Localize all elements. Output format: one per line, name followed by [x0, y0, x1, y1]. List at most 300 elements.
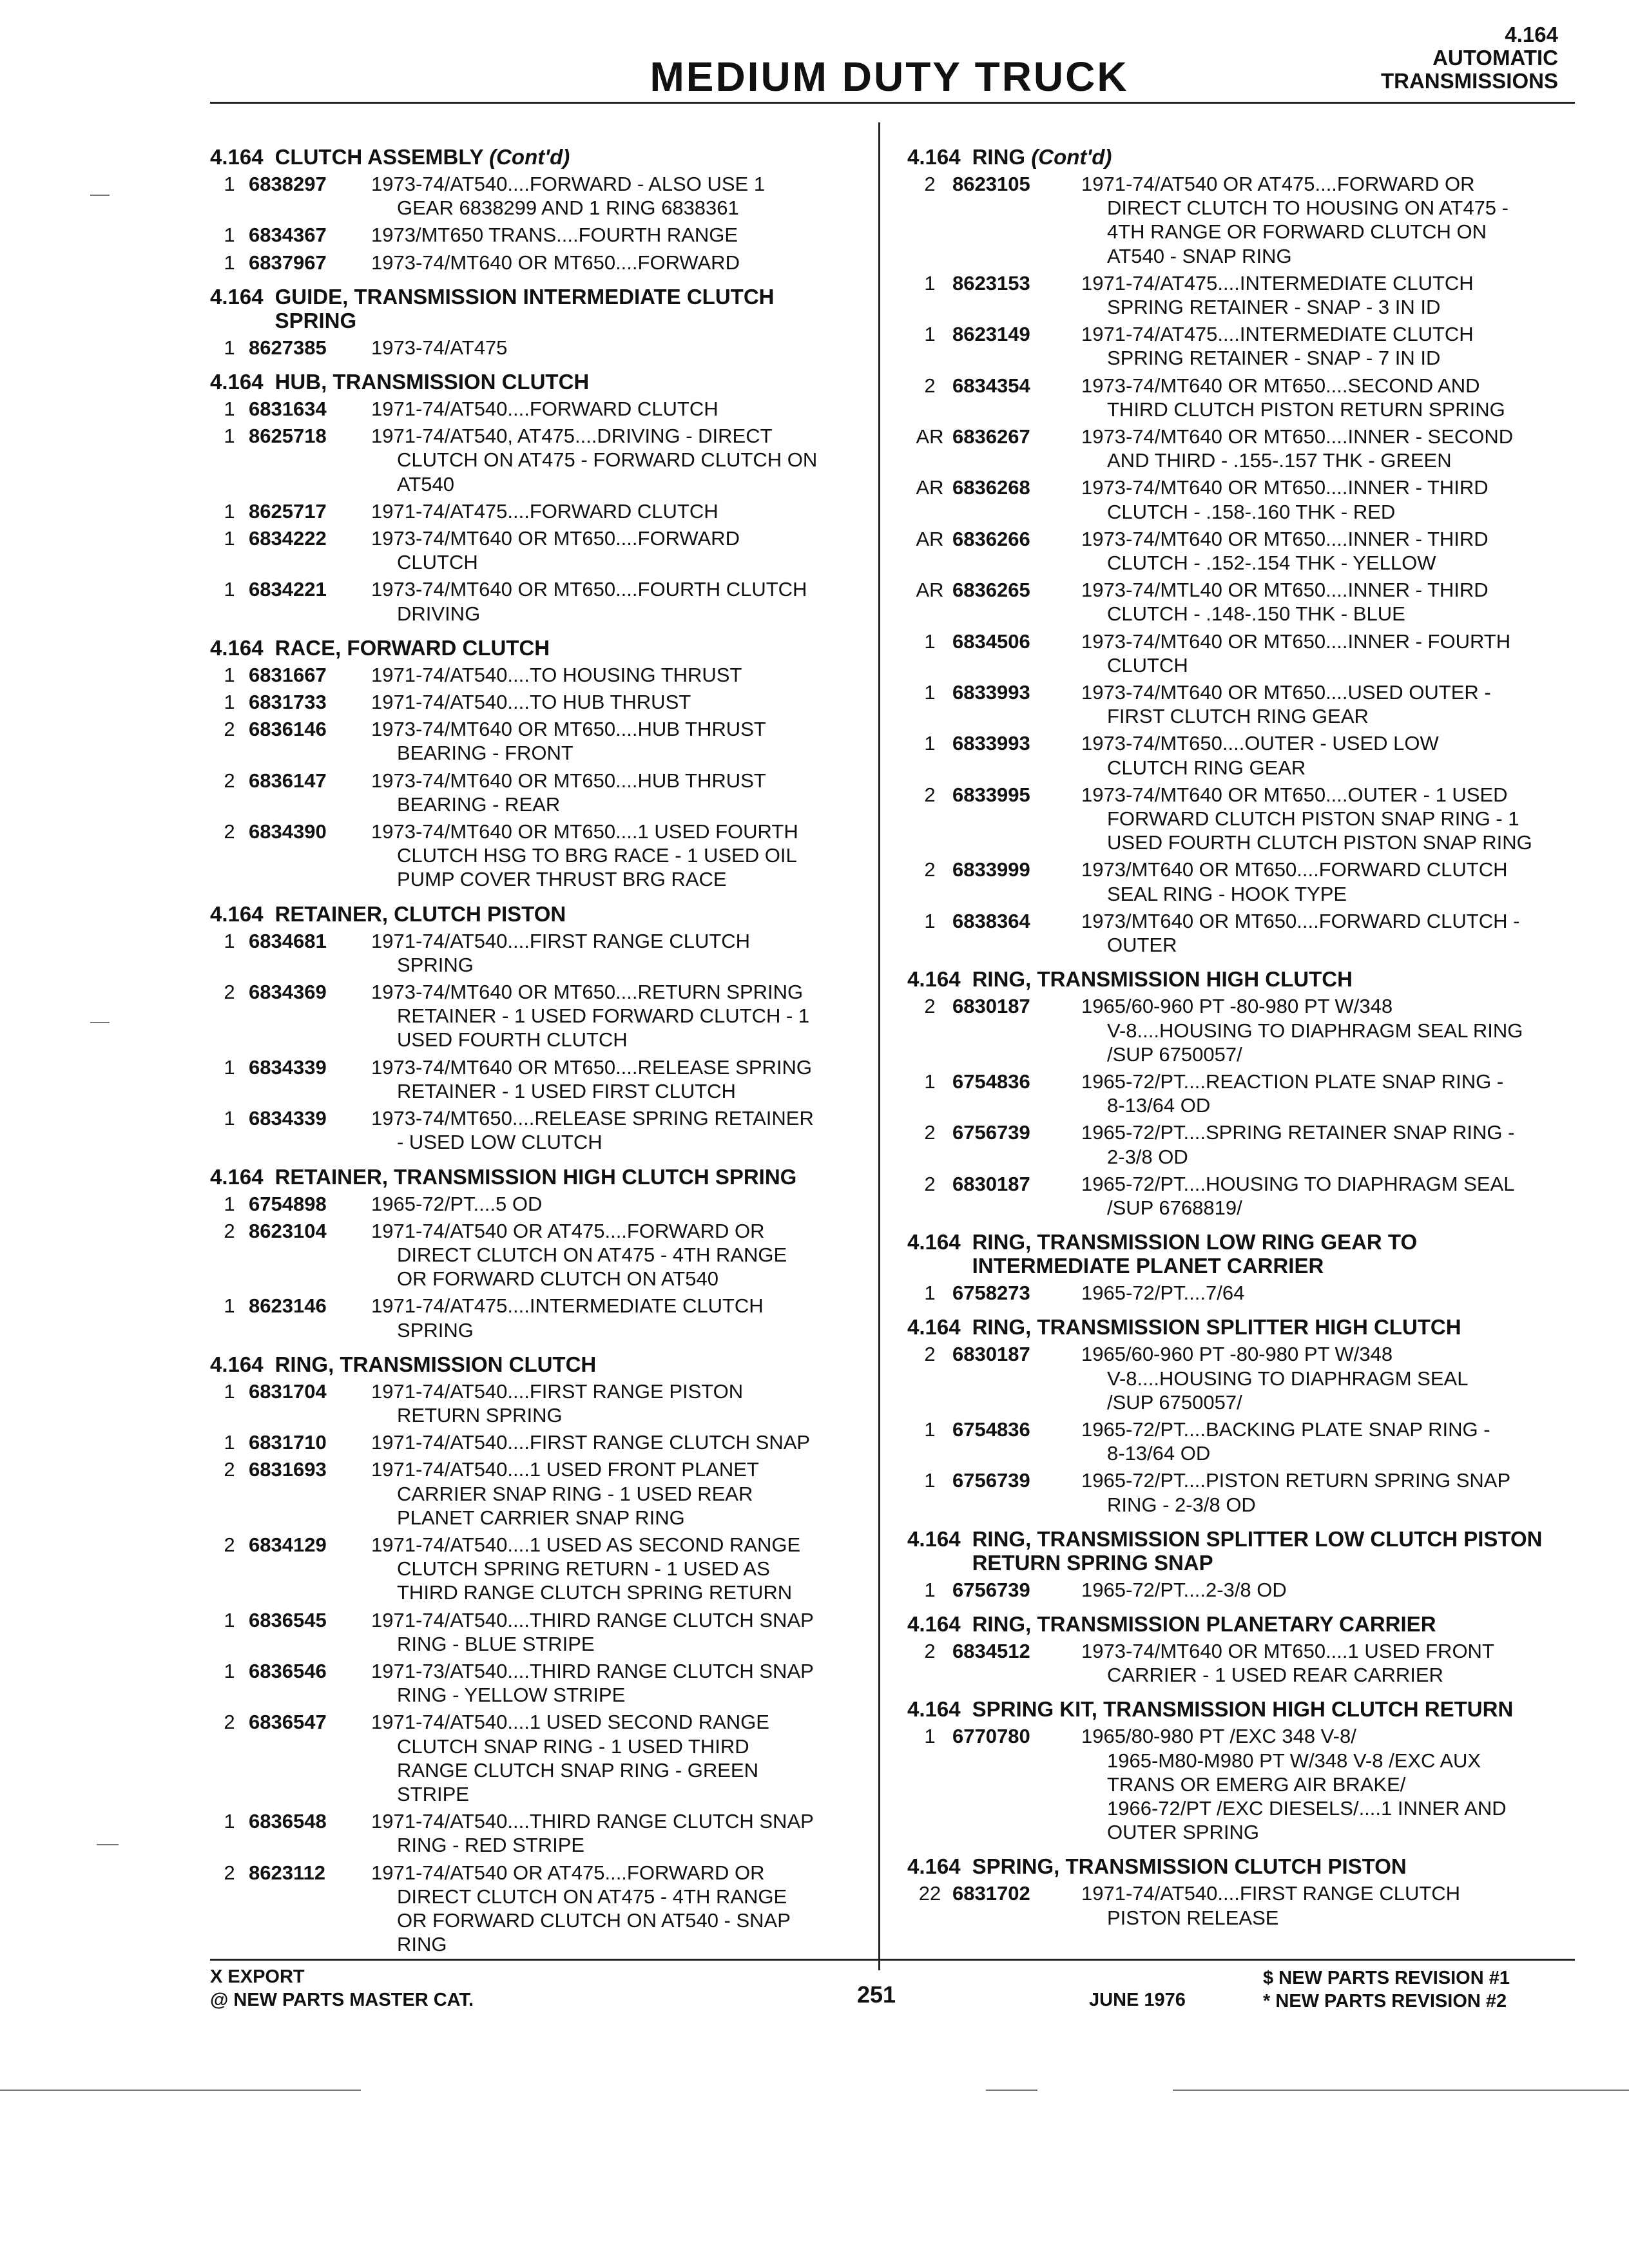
part-description	[1081, 1070, 1565, 1117]
section-heading	[907, 1527, 1565, 1575]
description-line: 1973-74/MT640 OR MT650....SECOND AND	[1081, 374, 1480, 397]
part-entry	[907, 994, 1565, 1066]
section-heading	[210, 145, 854, 169]
section-number: 4.164	[1505, 23, 1558, 46]
part-entry	[907, 1639, 1565, 1687]
part-entry	[210, 820, 854, 892]
part-quantity: 1	[224, 1608, 235, 1631]
part-quantity: 1	[224, 224, 235, 247]
part-entry	[907, 1468, 1565, 1516]
description-line: 1971-74/AT540....TO HUB THRUST	[371, 691, 691, 714]
description-line: 1973-74/MT640 OR MT650....HUB THRUST	[371, 718, 766, 741]
part-description	[1081, 374, 1565, 421]
part-quantity: 1	[924, 1282, 936, 1305]
part-description	[1081, 909, 1565, 957]
part-description	[371, 1379, 854, 1427]
page-title: MEDIUM DUTY TRUCK	[650, 53, 1129, 100]
part-number: 6754898	[249, 1192, 327, 1215]
catalog-section	[210, 285, 854, 360]
part-quantity: AR	[916, 476, 944, 499]
description-line: 1965/60-960 PT -80-980 PT W/348	[1081, 995, 1393, 1018]
part-quantity: 1	[924, 732, 936, 755]
description-continuation: USED FOURTH CLUTCH	[397, 1028, 628, 1052]
description-line: 1965-72/PT....HOUSING TO DIAPHRAGM SEAL	[1081, 1172, 1515, 1195]
revision-2-note: * NEW PARTS REVISION #2	[1263, 1991, 1507, 2012]
part-number: 6834129	[249, 1533, 327, 1556]
part-entry	[210, 663, 854, 687]
part-quantity: 1	[224, 1107, 235, 1130]
section-title	[972, 1527, 1565, 1575]
page-number: 251	[857, 1981, 896, 2008]
part-quantity: 1	[924, 1469, 936, 1492]
part-quantity: 2	[224, 981, 235, 1004]
part-number: 6831667	[249, 663, 327, 686]
part-number: 6831634	[249, 398, 327, 421]
part-description	[371, 1219, 854, 1291]
description-line: 1965-72/PT....SPRING RETAINER SNAP RING -	[1081, 1121, 1515, 1144]
description-continuation: BEARING - FRONT	[397, 742, 574, 765]
part-number: 6834512	[952, 1639, 1030, 1662]
description-line: 1973-74/MTL40 OR MT650....INNER - THIRD	[1081, 579, 1489, 602]
description-continuation: DIRECT CLUTCH ON AT475 - 4TH RANGE	[397, 1243, 787, 1266]
part-entry	[210, 424, 854, 496]
part-number: 6756739	[952, 1121, 1030, 1144]
part-description	[371, 1861, 854, 1957]
description-line: 1973-74/MT640 OR MT650....FORWARD	[371, 527, 740, 550]
part-quantity: 2	[924, 1343, 936, 1366]
description-line: 1973-74/MT640 OR MT650....INNER - THIRD	[1081, 476, 1489, 499]
part-quantity: 1	[224, 398, 235, 421]
part-description	[1081, 322, 1565, 370]
part-number: 6831693	[249, 1458, 327, 1481]
description-continuation: CLUTCH RING GEAR	[1107, 756, 1306, 779]
part-number: 6834390	[249, 820, 327, 843]
description-continuation: OUTER SPRING	[1107, 1821, 1259, 1844]
description-continuation: - USED LOW CLUTCH	[397, 1131, 602, 1154]
part-number: 8623112	[249, 1861, 325, 1884]
part-description	[371, 172, 854, 220]
part-number: 8623153	[952, 271, 1030, 294]
part-description	[371, 1055, 854, 1103]
section-title-text: RING, TRANSMISSION PLANETARY CARRIER	[972, 1611, 1436, 1636]
description-continuation: CLUTCH - .158-.160 THK - RED	[1107, 500, 1396, 523]
part-quantity: 1	[924, 1418, 936, 1441]
part-quantity: 2	[224, 1458, 235, 1481]
part-entry	[907, 731, 1565, 779]
description-continuation: USED FOURTH CLUTCH PISTON SNAP RING	[1107, 831, 1532, 854]
part-entry	[907, 1281, 1565, 1305]
part-entry	[210, 1055, 854, 1103]
section-title-text: SPRING, TRANSMISSION CLUTCH PISTON	[972, 1854, 1407, 1879]
description-continuation: STRIPE	[397, 1782, 469, 1805]
section-number: 4.164	[907, 1854, 961, 1879]
section-heading	[907, 967, 1565, 991]
part-description	[371, 690, 854, 714]
catalog-section	[210, 1352, 854, 1957]
part-entry	[210, 251, 854, 274]
part-number: 6833995	[952, 783, 1030, 806]
section-heading	[907, 1612, 1565, 1636]
description-line: 1973-74/AT475	[371, 336, 508, 359]
description-line: 1971-74/AT475....FORWARD CLUTCH	[371, 499, 718, 523]
description-line: 1971-74/AT540....1 USED AS SECOND RANGE	[371, 1533, 801, 1556]
section-title	[972, 1854, 1565, 1878]
part-entry	[907, 858, 1565, 905]
part-entry	[210, 1379, 854, 1427]
section-number: 4.164	[907, 1611, 961, 1636]
description-continuation: 1966-72/PT /EXC DIESELS/....1 INNER AND	[1107, 1796, 1507, 1820]
part-number: 6831733	[249, 691, 327, 714]
description-continuation: FORWARD CLUTCH PISTON SNAP RING - 1	[1107, 807, 1519, 831]
description-line: 1965/60-960 PT -80-980 PT W/348	[1081, 1343, 1393, 1366]
section-heading	[210, 1165, 854, 1189]
section-line-2: TRANSMISSIONS	[1380, 69, 1558, 93]
description-continuation: AT540	[397, 472, 455, 495]
description-continuation: THIRD RANGE CLUTCH SPRING RETURN	[397, 1581, 793, 1604]
part-number: 6834221	[249, 578, 327, 601]
part-description	[1081, 271, 1565, 319]
part-description	[371, 526, 854, 574]
description-line: 1965-72/PT....2-3/8 OD	[1081, 1578, 1287, 1601]
part-quantity: AR	[916, 425, 944, 448]
part-description	[371, 1192, 854, 1216]
part-entry	[907, 271, 1565, 319]
catalog-section	[210, 145, 854, 274]
part-entry	[210, 1861, 854, 1957]
description-line: 1973-74/MT640 OR MT650....FORWARD	[371, 251, 740, 274]
description-continuation: DRIVING	[397, 602, 481, 625]
section-title-text: CLUTCH ASSEMBLY	[275, 145, 483, 169]
part-entry	[210, 577, 854, 625]
right-column	[907, 145, 1565, 1940]
description-continuation: CLUTCH	[397, 551, 478, 574]
part-entry	[210, 690, 854, 714]
description-continuation: SPRING	[397, 953, 474, 976]
part-entry	[907, 1070, 1565, 1117]
part-number: 6834222	[249, 527, 327, 550]
part-quantity: 2	[924, 374, 936, 397]
section-title-text: RING, TRANSMISSION SPLITTER HIGH CLUTCH	[972, 1315, 1461, 1340]
description-continuation: SEAL RING - HOOK TYPE	[1107, 882, 1347, 905]
description-line: 1965-72/PT....7/64	[1081, 1282, 1245, 1305]
part-description	[1081, 1881, 1565, 1929]
description-line: 1973-74/MT640 OR MT650....OUTER - 1 USED	[1081, 783, 1508, 806]
part-entry	[210, 499, 854, 523]
part-number: 6830187	[952, 1172, 1030, 1195]
part-entry	[210, 1430, 854, 1454]
part-number: 6831710	[249, 1431, 327, 1454]
part-quantity: 1	[224, 1431, 235, 1454]
description-line: 1973/MT650 TRANS....FOURTH RANGE	[371, 224, 738, 247]
part-number: 6836146	[249, 718, 327, 741]
scan-mark	[0, 2090, 361, 2091]
part-description	[1081, 680, 1565, 728]
part-description	[371, 929, 854, 977]
description-continuation: 4TH RANGE OR FORWARD CLUTCH ON	[1107, 220, 1487, 244]
part-number: 6834506	[952, 629, 1030, 653]
section-title-text: RING, TRANSMISSION HIGH CLUTCH	[972, 967, 1353, 992]
part-quantity: 2	[224, 1533, 235, 1556]
description-line: 1971-74/AT540 OR AT475....FORWARD OR	[1081, 173, 1475, 195]
part-entry	[907, 374, 1565, 421]
description-line: 1973-74/MT650....OUTER - USED LOW	[1081, 732, 1439, 755]
part-entry	[210, 397, 854, 421]
part-entry	[907, 1172, 1565, 1220]
description-continuation: BEARING - REAR	[397, 793, 561, 816]
part-quantity: 2	[924, 858, 936, 881]
part-number: 8625717	[249, 499, 327, 523]
description-continuation: CLUTCH SNAP RING - 1 USED THIRD	[397, 1735, 749, 1758]
section-title-text: RETAINER, CLUTCH PISTON	[275, 901, 566, 926]
description-continuation: PLANET CARRIER SNAP RING	[397, 1506, 685, 1529]
description-line: 1971-74/AT475....INTERMEDIATE CLUTCH	[1081, 323, 1474, 346]
part-number: 6836267	[952, 425, 1030, 448]
description-continuation: SPRING RETAINER - SNAP - 7 IN ID	[1107, 347, 1441, 370]
description-line: 1965-72/PT....PISTON RETURN SPRING SNAP	[1081, 1469, 1511, 1492]
part-entry	[210, 1457, 854, 1530]
part-entry	[210, 1710, 854, 1806]
description-continuation: CLUTCH	[1107, 653, 1188, 677]
section-number: 4.164	[907, 967, 961, 992]
description-continuation: RETURN SPRING	[397, 1403, 563, 1427]
part-quantity: 1	[224, 1379, 235, 1403]
part-description	[371, 820, 854, 892]
part-description	[371, 1294, 854, 1341]
section-heading	[210, 636, 854, 660]
part-description	[1081, 425, 1565, 472]
part-number: 6770780	[952, 1725, 1030, 1748]
part-entry	[210, 1192, 854, 1216]
part-entry	[210, 1106, 854, 1154]
part-description	[1081, 994, 1565, 1066]
description-continuation: RING	[397, 1933, 447, 1956]
part-description	[1081, 172, 1565, 268]
section-number: 4.164	[210, 284, 264, 309]
description-line: 1965-72/PT....5 OD	[371, 1192, 543, 1215]
part-quantity: 1	[924, 271, 936, 294]
part-description	[371, 499, 854, 523]
part-number: 6833993	[952, 732, 1030, 755]
part-quantity: 1	[924, 1070, 936, 1093]
part-description	[371, 397, 854, 421]
section-heading	[210, 370, 854, 394]
description-continuation: RING - 2-3/8 OD	[1107, 1493, 1256, 1516]
part-number: 6754836	[952, 1070, 1030, 1093]
section-title	[275, 1165, 854, 1189]
part-quantity: 1	[924, 1725, 936, 1748]
section-number: 4.164	[210, 1164, 264, 1189]
description-continuation: CLUTCH ON AT475 - FORWARD CLUTCH ON	[397, 448, 818, 472]
part-quantity: 1	[224, 251, 235, 274]
section-title	[275, 285, 854, 332]
part-quantity: 2	[924, 173, 936, 195]
description-continuation: 2-3/8 OD	[1107, 1145, 1188, 1168]
section-number: 4.164	[907, 1697, 961, 1722]
part-description	[371, 980, 854, 1052]
part-number: 6837967	[249, 251, 327, 274]
part-description	[371, 1457, 854, 1530]
part-number: 6830187	[952, 1343, 1030, 1366]
section-number: 4.164	[907, 145, 961, 169]
part-description	[1081, 1639, 1565, 1687]
part-number: 6756739	[952, 1469, 1030, 1492]
part-number: 6836545	[249, 1608, 327, 1631]
description-continuation: RING - YELLOW STRIPE	[397, 1684, 626, 1707]
part-entry	[210, 1533, 854, 1605]
part-number: 6833993	[952, 681, 1030, 704]
catalog-section	[907, 1612, 1565, 1687]
description-line: 1965/80-980 PT /EXC 348 V-8/	[1081, 1725, 1356, 1748]
part-entry	[907, 322, 1565, 370]
section-title	[972, 1697, 1565, 1721]
section-heading	[907, 1697, 1565, 1721]
part-quantity: 1	[924, 629, 936, 653]
part-number: 6836547	[249, 1711, 327, 1734]
description-line: 1965-72/PT....BACKING PLATE SNAP RING -	[1081, 1418, 1490, 1441]
part-description	[371, 663, 854, 687]
part-entry	[210, 1219, 854, 1291]
part-entry	[907, 578, 1565, 626]
part-entry	[210, 929, 854, 977]
description-continuation: /SUP 6750057/	[1107, 1043, 1242, 1066]
part-entry	[907, 1342, 1565, 1414]
section-line-1: AUTOMATIC	[1432, 46, 1558, 70]
description-continuation: CLUTCH HSG TO BRG RACE - 1 USED OIL	[397, 844, 797, 867]
description-line: 1973-74/MT640 OR MT650....RELEASE SPRING	[371, 1055, 812, 1079]
part-quantity: 1	[924, 323, 936, 346]
catalog-section	[210, 370, 854, 626]
description-continuation: CARRIER - 1 USED REAR CARRIER	[1107, 1664, 1443, 1687]
description-line: 1971-74/AT540 OR AT475....FORWARD OR	[371, 1219, 765, 1242]
part-description	[1081, 629, 1565, 677]
description-line: 1971-74/AT540....FIRST RANGE CLUTCH	[371, 929, 751, 952]
part-description	[371, 424, 854, 496]
description-continuation: V-8....HOUSING TO DIAPHRAGM SEAL	[1107, 1367, 1469, 1390]
part-number: 6834681	[249, 929, 327, 952]
section-title	[275, 370, 854, 394]
part-number: 6838297	[249, 173, 327, 195]
description-line: 1973/MT640 OR MT650....FORWARD CLUTCH -	[1081, 909, 1520, 932]
catalog-section	[210, 636, 854, 892]
continued-label: (Cont'd)	[1031, 145, 1112, 169]
section-title-text: SPRING KIT, TRANSMISSION HIGH CLUTCH RETURN	[972, 1697, 1514, 1722]
section-title	[972, 1315, 1565, 1339]
part-entry	[210, 336, 854, 360]
description-line: 1973-74/MT640 OR MT650....1 USED FRONT	[1081, 1639, 1494, 1662]
header-rule	[210, 102, 1575, 104]
description-continuation: OUTER	[1107, 934, 1177, 957]
part-description	[1081, 578, 1565, 626]
section-title-text: HUB, TRANSMISSION CLUTCH	[275, 370, 590, 394]
description-line: 1973-74/MT640 OR MT650....FOURTH CLUTCH	[371, 578, 807, 601]
section-title-text: RING, TRANSMISSION LOW RING GEAR TO INTERMEDIATE PLANET CARRIER	[972, 1230, 1418, 1278]
part-number: 8627385	[249, 336, 327, 359]
part-quantity: 1	[224, 663, 235, 686]
part-description	[371, 1430, 854, 1454]
part-entry	[907, 629, 1565, 677]
part-quantity: 2	[924, 1121, 936, 1144]
part-description	[1081, 1120, 1565, 1168]
part-number: 6834369	[249, 981, 327, 1004]
section-title-text: RING, TRANSMISSION SPLITTER LOW CLUTCH PISTON RETURN SPRING SNAP	[972, 1526, 1543, 1575]
part-quantity: 1	[924, 909, 936, 932]
description-line: 1971-74/AT540....1 USED FRONT PLANET	[371, 1458, 759, 1481]
part-number: 6831704	[249, 1379, 327, 1403]
part-entry	[907, 909, 1565, 957]
part-quantity: 1	[224, 527, 235, 550]
part-description	[371, 1106, 854, 1154]
revision-notes	[1263, 1966, 1510, 2013]
part-quantity: 1	[924, 1578, 936, 1601]
part-description	[371, 251, 854, 274]
part-number: 6836268	[952, 476, 1030, 499]
part-description	[1081, 783, 1565, 855]
description-line: 1971-74/AT540....THIRD RANGE CLUTCH SNAP	[371, 1810, 814, 1833]
description-continuation: 1965-M80-M980 PT W/348 V-8 /EXC AUX	[1107, 1749, 1481, 1772]
scan-mark	[90, 195, 110, 196]
part-quantity: 2	[224, 1861, 235, 1884]
description-continuation: AND THIRD - .155-.157 THK - GREEN	[1107, 449, 1452, 472]
part-entry	[907, 1418, 1565, 1465]
section-number: 4.164	[907, 1230, 961, 1254]
description-continuation: RING - RED STRIPE	[397, 1834, 585, 1857]
part-quantity: 1	[224, 1810, 235, 1833]
part-number: 8623104	[249, 1219, 327, 1242]
description-continuation: AT540 - SNAP RING	[1107, 244, 1292, 267]
part-number: 8625718	[249, 425, 327, 448]
section-title-text: RETAINER, TRANSMISSION HIGH CLUTCH SPRING	[275, 1164, 797, 1189]
catalog-section	[907, 1527, 1565, 1602]
section-title	[972, 145, 1565, 169]
part-description	[371, 1533, 854, 1605]
description-line: 1971-74/AT540....FORWARD CLUTCH	[371, 398, 718, 421]
part-entry	[907, 680, 1565, 728]
part-entry	[210, 223, 854, 247]
description-line: 1973-74/MT640 OR MT650....USED OUTER -	[1081, 681, 1491, 704]
section-title	[972, 967, 1565, 991]
part-number: 8623149	[952, 323, 1030, 346]
section-number: 4.164	[907, 1526, 961, 1551]
part-quantity: 2	[924, 1172, 936, 1195]
scan-mark	[97, 1844, 119, 1845]
part-entry	[907, 1724, 1565, 1844]
description-continuation: CLUTCH - .148-.150 THK - BLUE	[1107, 602, 1405, 626]
catalog-section	[907, 967, 1565, 1220]
part-entry	[907, 783, 1565, 855]
section-number: 4.164	[210, 1352, 264, 1376]
part-number: 6836265	[952, 579, 1030, 602]
part-description	[371, 336, 854, 360]
left-column	[210, 145, 854, 1966]
section-header	[1287, 23, 1558, 93]
part-quantity: 1	[924, 681, 936, 704]
scan-mark	[986, 2090, 1037, 2091]
part-entry	[210, 1608, 854, 1656]
part-number: 6833999	[952, 858, 1030, 881]
part-description	[371, 223, 854, 247]
description-line: 1971-74/AT540 OR AT475....FORWARD OR	[371, 1861, 765, 1884]
part-entry	[210, 1659, 854, 1707]
part-quantity: 2	[224, 769, 235, 792]
description-continuation: THIRD CLUTCH PISTON RETURN SPRING	[1107, 398, 1505, 421]
column-divider	[878, 122, 880, 1970]
part-quantity: AR	[916, 527, 944, 550]
description-line: 1971-73/AT540....THIRD RANGE CLUTCH SNAP	[371, 1659, 814, 1682]
part-entry	[907, 172, 1565, 268]
catalog-section	[210, 902, 854, 1155]
description-continuation: /SUP 6750057/	[1107, 1390, 1242, 1414]
part-entry	[210, 717, 854, 765]
